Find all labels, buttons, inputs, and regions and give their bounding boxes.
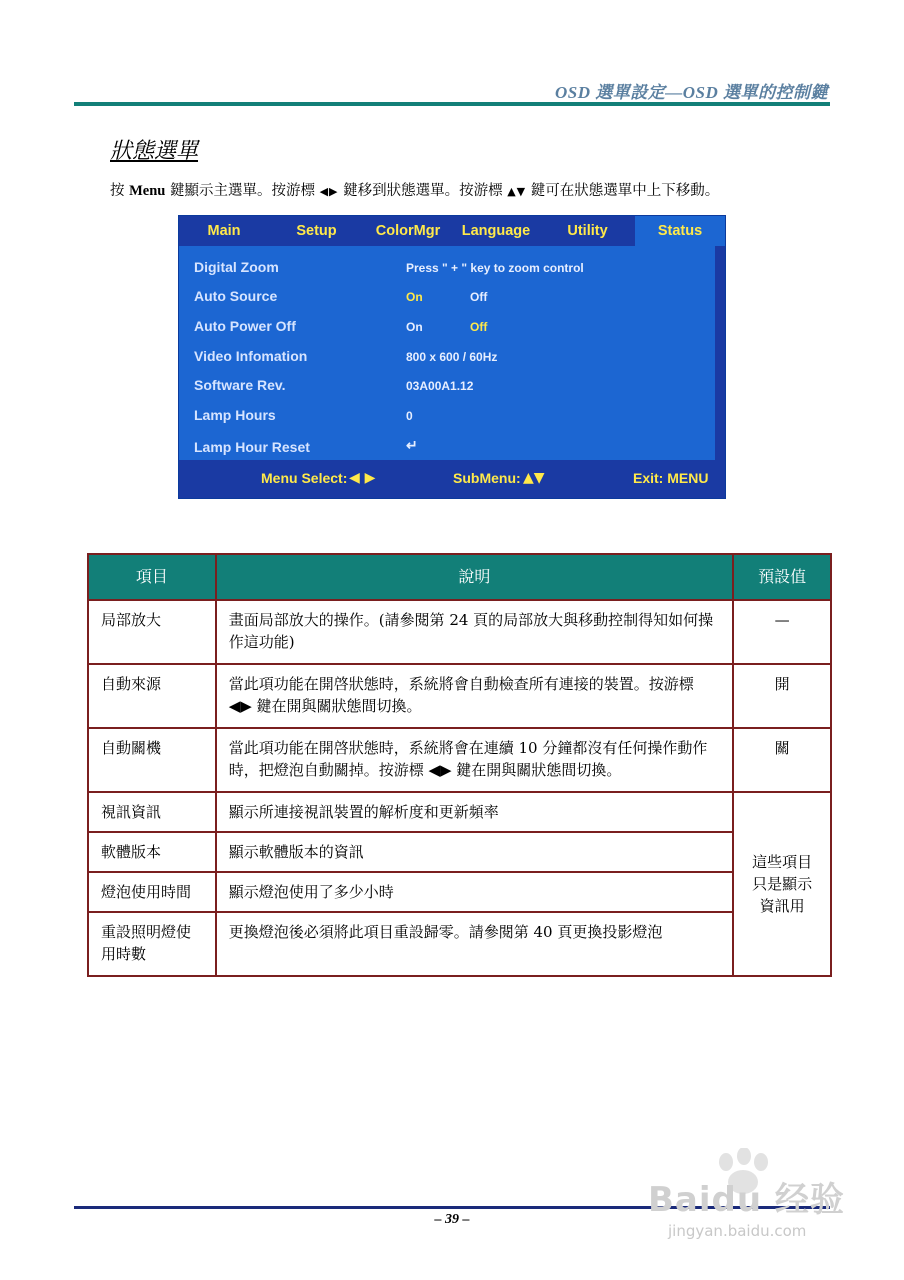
header-rule (74, 102, 830, 106)
table-cell-merged-default: 這些項目只是顯示資訊用 (733, 792, 831, 976)
menu-key-label: Menu (129, 183, 166, 199)
osd-status-menu (178, 215, 726, 499)
osd-tab-status[interactable]: Status (635, 216, 725, 246)
osd-tab-bar (179, 216, 725, 246)
table-cell-description: 畫面局部放大的操作。(請參閱第 24 頁的局部放大與移動控制得知如何操作這功能) (216, 600, 733, 664)
osd-digital-zoom-value: Press " + " key to zoom control (406, 261, 584, 275)
osd-right-strip (715, 246, 725, 462)
intro-text-3: 鍵移到狀態選單。按游標 (338, 183, 508, 199)
table-header-item: 項目 (88, 554, 216, 600)
intro-text-2: 鍵顯示主選單。按游標 (165, 183, 320, 199)
osd-auto-power-off-off[interactable]: Off (470, 320, 488, 334)
intro-paragraph (110, 181, 830, 202)
table-row (88, 600, 831, 664)
table-header-row (88, 554, 831, 600)
osd-submenu-label: SubMenu: (453, 470, 521, 486)
table-cell-item: 燈泡使用時間 (88, 872, 216, 912)
osd-tab-colormgr[interactable]: ColorMgr (375, 223, 441, 239)
up-down-triangle-icon: ▲▼ (523, 470, 545, 486)
table-header-description: 說明 (216, 554, 733, 600)
osd-menu-select-label: Menu Select: (261, 470, 348, 486)
osd-software-rev-value: 03A00A1.12 (406, 379, 474, 393)
table-cell-description: 當此項功能在開啓狀態時，系統將會自動檢查所有連接的裝置。按游標 ◀▶ 鍵在開與關狀態間切換。 (216, 664, 733, 728)
left-right-arrows-icon: ◀▶ (319, 185, 339, 198)
table-header-default: 預設值 (733, 554, 831, 600)
enter-icon[interactable]: ↵ (406, 437, 418, 453)
table-cell-default: — (733, 600, 831, 664)
intro-text-4: 鍵可在狀態選單中上下移動。 (526, 183, 720, 199)
osd-video-information-value: 800 x 600 / 60Hz (406, 350, 498, 364)
osd-tab-utility[interactable]: Utility (567, 223, 608, 239)
osd-row-digital-zoom[interactable]: Digital Zoom (194, 259, 279, 275)
table-cell-item: 重設照明燈使用時數 (88, 912, 216, 976)
table-row (88, 832, 831, 872)
status-menu-table (87, 553, 832, 977)
table-cell-description: 顯示所連接視訊裝置的解析度和更新頻率 (216, 792, 733, 832)
left-right-triangle-icon: ◀ ▶ (349, 470, 376, 486)
table-cell-item: 軟體版本 (88, 832, 216, 872)
table-row (88, 792, 831, 832)
table-row (88, 872, 831, 912)
osd-row-video-information[interactable]: Video Infomation (194, 348, 308, 364)
osd-auto-source-on[interactable]: On (406, 290, 423, 304)
osd-auto-power-off-on[interactable]: On (406, 320, 423, 334)
osd-tab-language[interactable]: Language (461, 223, 531, 239)
table-cell-item: 局部放大 (88, 600, 216, 664)
watermark-brand: Baidu 经验 (648, 1180, 845, 1220)
table-cell-description: 顯示燈泡使用了多少小時 (216, 872, 733, 912)
table-cell-description: 當此項功能在開啓狀態時，系統將會在連續 10 分鐘都沒有任何操作動作時，把燈泡自動關掉。按游標 ◀▶ 鍵在開與關狀態間切換。 (216, 728, 733, 792)
osd-tab-setup[interactable]: Setup (296, 223, 337, 239)
osd-row-auto-power-off[interactable]: Auto Power Off (194, 318, 296, 334)
section-title: 狀態選單 (110, 139, 199, 164)
table-row (88, 728, 831, 792)
osd-exit-label: Exit: MENU (633, 470, 709, 486)
osd-row-software-rev[interactable]: Software Rev. (194, 377, 286, 393)
page-number: – 39 – (434, 1212, 470, 1227)
table-cell-default: 開 (733, 664, 831, 728)
table-cell-item: 自動來源 (88, 664, 216, 728)
intro-text-1: 按 (110, 183, 130, 199)
osd-auto-source-off[interactable]: Off (470, 290, 488, 304)
table-cell-item: 視訊資訊 (88, 792, 216, 832)
osd-lamp-hours-value: 0 (406, 409, 413, 423)
osd-row-lamp-hour-reset[interactable]: Lamp Hour Reset (194, 439, 310, 455)
page-header-title: OSD 選單設定—OSD 選單的控制鍵 (554, 83, 828, 102)
osd-row-auto-source[interactable]: Auto Source (194, 288, 278, 304)
osd-tab-main[interactable]: Main (207, 223, 241, 239)
table-cell-description: 顯示軟體版本的資訊 (216, 832, 733, 872)
table-cell-default: 關 (733, 728, 831, 792)
table-row (88, 912, 831, 976)
table-cell-description: 更換燈泡後必須將此項目重設歸零。請參閱第 40 頁更換投影燈泡 (216, 912, 733, 976)
table-cell-item: 自動關機 (88, 728, 216, 792)
table-row (88, 664, 831, 728)
up-down-arrows-icon: ▲▼ (507, 185, 527, 198)
osd-row-lamp-hours[interactable]: Lamp Hours (194, 407, 276, 423)
osd-footer-bar (179, 460, 725, 498)
watermark-url: jingyan.baidu.com (668, 1222, 807, 1240)
